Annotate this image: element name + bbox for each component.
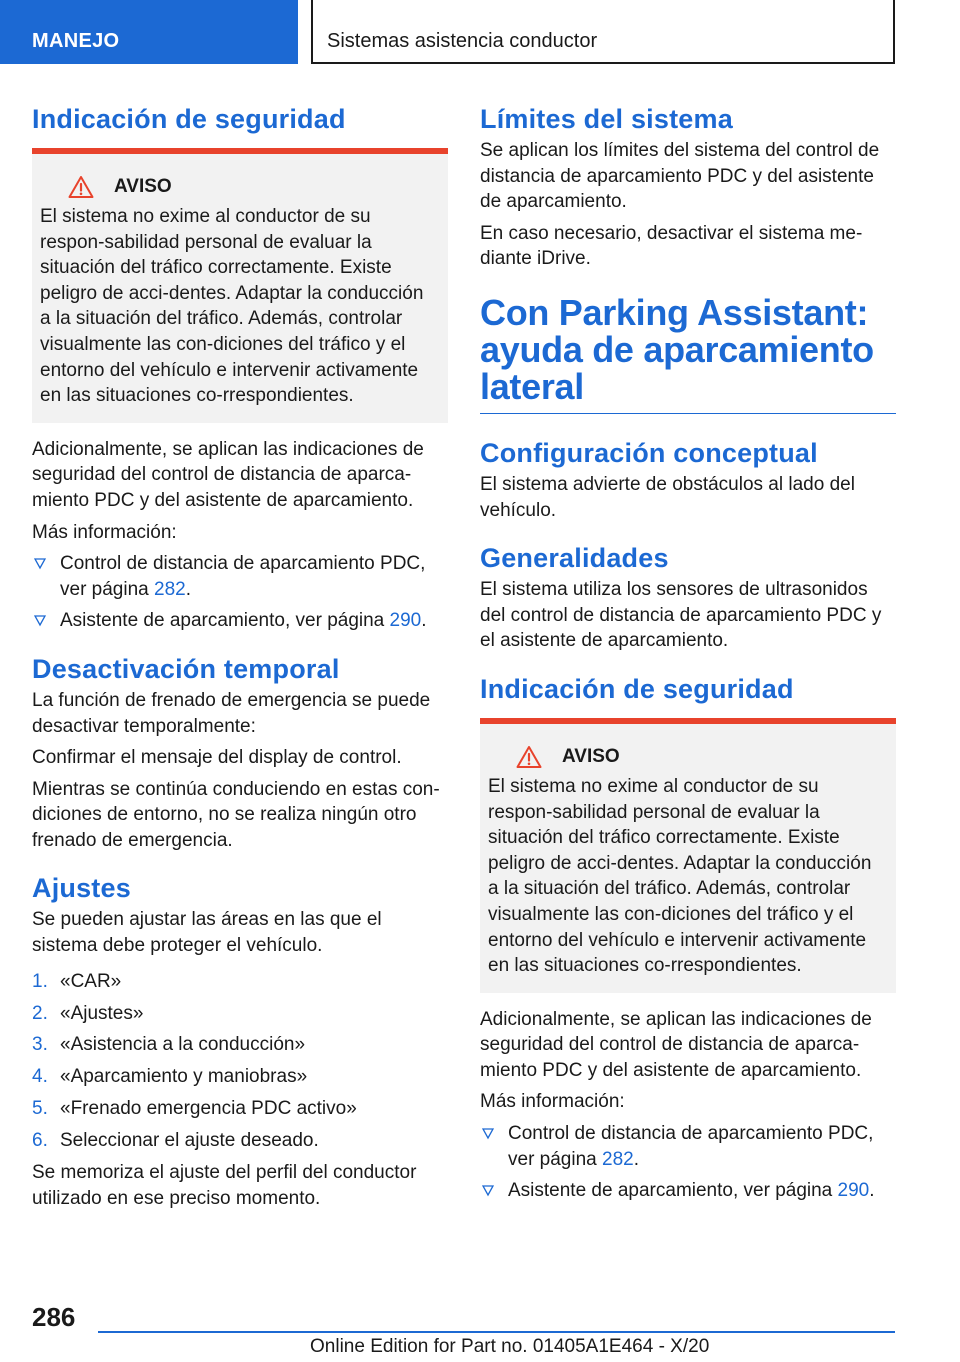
reference-list [32, 551, 448, 634]
warning-label: AVISO [114, 176, 172, 197]
heading-parking-assistant: Con Parking Assistant: ayuda de aparcamiento lateral [480, 294, 896, 414]
page-link-290[interactable]: 290 [837, 1180, 870, 1202]
left-column [32, 102, 448, 1217]
warning-triangle-icon [516, 745, 542, 769]
paragraph-additional-right: Adicionalmente, se aplican las indicaciones de seguridad del control de distancia de aparca-miento PDC y del asistente de aparcamiento. [480, 1008, 872, 1081]
warning-header [68, 174, 438, 200]
page-link-290[interactable]: 290 [389, 610, 422, 632]
triangle-bullet-icon [482, 1128, 494, 1140]
list-item: Asistente de aparcamiento, ver página 290. [32, 608, 448, 634]
heading-safety-indication: Indicación de seguridad [32, 104, 346, 134]
paragraph-limits-2: En caso necesario, desactivar el sistema me-diante iDrive. [480, 222, 863, 270]
header-section-tab [0, 0, 298, 64]
list-item: 2. «Ajustes» [32, 1002, 144, 1024]
heading-temporary-deactivation: Desactivación temporal [32, 653, 340, 684]
warning-label: AVISO [562, 745, 620, 767]
heading-concept: Configuración conceptual [480, 437, 818, 468]
footer-divider [98, 1331, 895, 1333]
paragraph-temp-3: Mientras se continúa conduciendo en estas con-diciones de entorno, no se realiza ningún otro frenado de emergencia. [32, 778, 440, 851]
heading-system-limits: Límites del sistema [480, 104, 733, 134]
list-item: Control de distancia de aparcamiento PDC, ver página 282. [32, 551, 448, 602]
heading-settings: Ajustes [32, 873, 131, 904]
paragraph-more-info-right: Más información: [480, 1091, 625, 1113]
list-item: Control de distancia de aparcamiento PDC, ver página 282. [480, 1121, 896, 1172]
header-section-label: MANEJO [32, 30, 120, 52]
page-link-282[interactable]: 282 [154, 578, 186, 600]
warning-text: El sistema no exime al conductor de su respon-sabilidad personal de evaluar la situación del tráfico correctamente. Existe peligro de acci-dentes. Adaptar la conducción a la situación del tráfico. Además, controlar visualmente las con-diciones del tráfico y el entorno del vehículo e intervenir activamente en las situaciones co-rrespondientes. [40, 206, 424, 407]
heading-safety-indication-right: Indicación de seguridad [480, 673, 794, 704]
list-item: 1. «CAR» [32, 970, 122, 992]
list-item: 5. «Frenado emergencia PDC activo» [32, 1098, 357, 1120]
paragraph-memory: Se memoriza el ajuste del perfil del conductor utilizado en ese preciso momento. [32, 1162, 417, 1209]
paragraph-settings: Se pueden ajustar las áreas en las que el sistema debe proteger el vehículo. [32, 909, 382, 957]
triangle-bullet-icon [34, 558, 46, 570]
paragraph-more-info: Más información: [32, 521, 177, 543]
list-item: 3. «Asistencia a la conducción» [32, 1034, 306, 1056]
warning-triangle-icon [68, 175, 94, 199]
paragraph-concept: El sistema advierte de obstáculos al lado del vehículo. [480, 473, 855, 521]
warning-box [480, 718, 896, 993]
header-chapter-label: Sistemas asistencia conductor [327, 30, 598, 52]
list-item: Asistente de aparcamiento, ver página 290. [480, 1178, 896, 1204]
settings-steps [32, 969, 448, 1154]
paragraph-general: El sistema utiliza los sensores de ultrasonidos del control de distancia de aparcamiento PDC y el asistente de aparcamiento. [480, 579, 882, 652]
list-item: 4. «Aparcamiento y maniobras» [32, 1066, 308, 1088]
page-number: 286 [32, 1302, 76, 1332]
warning-box [32, 148, 448, 423]
warning-header [516, 744, 886, 770]
footer-edition: Online Edition for Part no. 01405A1E464 - X/20 [310, 1336, 710, 1357]
right-column [480, 102, 896, 1210]
paragraph-limits-1: Se aplican los límites del sistema del control de distancia de aparcamiento PDC y del asistente de aparcamiento. [480, 140, 880, 213]
warning-text: El sistema no exime al conductor de su respon-sabilidad personal de evaluar la situación del tráfico correctamente. Existe peligro de acci-dentes. Adaptar la conducción a la situación del tráfico. Además, controlar visualmente las con-diciones del tráfico y el entorno del vehículo e intervenir activamente en las situaciones co-rrespondientes. [488, 775, 872, 977]
reference-list-right [480, 1121, 896, 1204]
header-chapter-box [311, 0, 895, 64]
page-link-282[interactable]: 282 [602, 1148, 634, 1170]
paragraph-temp-2: Confirmar el mensaje del display de control. [32, 747, 402, 769]
triangle-bullet-icon [34, 615, 46, 627]
heading-general: Generalidades [480, 543, 669, 574]
list-item: 6. Seleccionar el ajuste deseado. [32, 1130, 319, 1152]
paragraph-temp-1: La función de frenado de emergencia se puede desactivar temporalmente: [32, 689, 431, 737]
triangle-bullet-icon [482, 1185, 494, 1197]
paragraph-additional: Adicionalmente, se aplican las indicaciones de seguridad del control de distancia de aparca-miento PDC y del asistente de aparcamiento. [32, 438, 424, 511]
